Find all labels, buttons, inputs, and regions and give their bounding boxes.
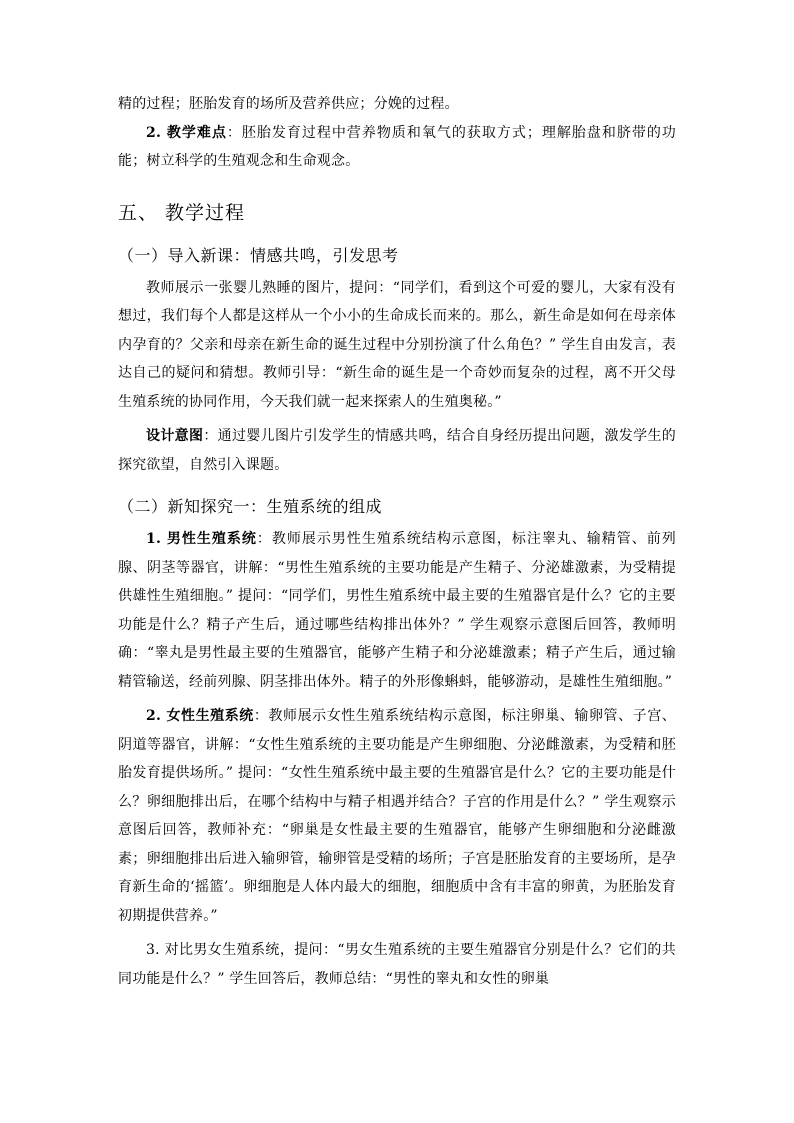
paragraph-male-system (118, 525, 676, 696)
text-design-intent: ：通过婴儿图片引发学生的情感共鸣，结合自身经历提出问题，激发学生的探究欲望，自然引入课题。 (118, 428, 676, 473)
label-teaching-difficulty: 2. 教学难点 (146, 124, 227, 141)
text-male-system: ：教师展示男性生殖系统结构示意图，标注睾丸、输精管、前列腺、阴茎等器官，讲解：“男性生殖系统的主要功能是产生精子、分泌雄激素，为受精提供雄性生殖细胞。” 提问：“同学们，男性生殖系统中最主要的生殖器官是什么？它的主要功能是什么？精子产生后，通过哪些结构排出体外？” 学生观察示意图后回答，教师明确：“睾丸是男性最主要的生殖器官，能够产生精子和分泌雄激素；精子产生后，通过输精管输送，经前列腺、阴茎排出体外。精子的外形像蝌蚪，能够游动，是雄性生殖细胞。” (118, 531, 676, 690)
paragraph-teaching-difficulty (118, 119, 676, 176)
label-male-system: 1. 男性生殖系统 (146, 531, 257, 547)
paragraph-teaching-focus-continued: 精的过程；胚胎发育的场所及营养供应；分娩的过程。 (118, 96, 459, 112)
text-female-system: ：教师展示女性生殖系统结构示意图，标注卵巢、输卵管、子宫、阴道等器官，讲解：“女性生殖系统的主要功能是产生卵细胞、分泌雌激素，为受精和胚胎发育提供场所。” 提问：“女性生殖系统中最主要的生殖器官是什么？它的主要功能是什么？卵细胞排出后，在哪个结构中与精子相遇并结合？子宫的作用是什么？” 学生观察示意图后回答，教师补充：“卵巢是女性最主要的生殖器官，能够产生卵细胞和分泌雌激素；卵细胞排出后进入输卵管，输卵管是受精的场所；子宫是胚胎发育的主要场所，是孕育新生命的‘摇篮’。卵细胞是人体内最大的细胞，细胞质中含有丰富的卵黄，为胚胎发育初期提供营养。” (118, 708, 676, 924)
text-teaching-difficulty: ：胚胎发育过程中营养物质和氧气的获取方式；理解胎盘和脐带的功能；树立科学的生殖观念和生命观念。 (118, 124, 677, 169)
label-female-system: 2. 女性生殖系统 (146, 708, 254, 724)
section-title-teaching-process: 五、 教学过程 (118, 201, 246, 224)
subsection-title-reproductive-system: （二）新知探究一：生殖系统的组成 (118, 497, 383, 516)
paragraph-female-system (118, 702, 676, 930)
paragraph-comparison: 3. 对比男女生殖系统，提问：“男女生殖系统的主要生殖器官分别是什么？它们的共同功能是什么？” 学生回答后，教师总结：“男性的睾丸和女性的卵巢 (118, 942, 676, 987)
subsection-title-introduction: （一）导入新课：情感共鸣，引发思考 (118, 245, 399, 265)
label-design-intent: 设计意图 (146, 428, 204, 444)
paragraph-introduction: 教师展示一张婴儿熟睡的图片，提问：“同学们，看到这个可爱的婴儿，大家有没有想过，我们每个人都是这样从一个小小的生命成长而来的。那么，新生命是如何在母亲体内孕育的？父亲和母亲在新生命的诞生过程中分别扮演了什么角色？” 学生自由发言，表达自己的疑问和猜想。教师引导：“新生命的诞生是一个奇妙而复杂的过程，离不开父母生殖系统的协同作用，今天我们就一起来探索人的生殖奥秘。” (118, 279, 676, 410)
paragraph-design-intent (118, 422, 676, 479)
